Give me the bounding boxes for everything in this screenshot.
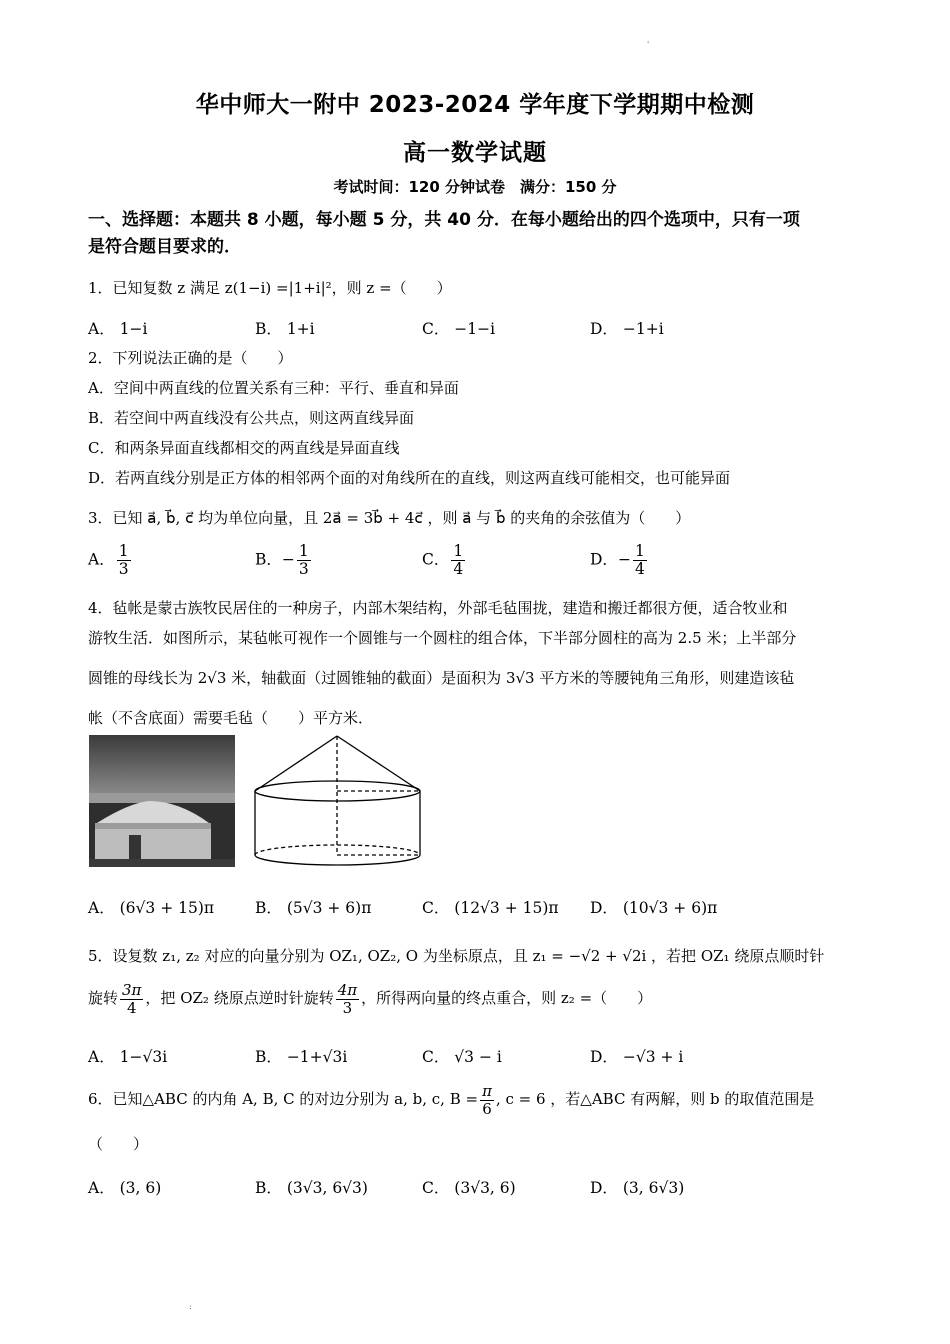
q2-option-a[interactable]: A．空间中两直线的位置关系有三种：平行、垂直和异面 [88, 379, 459, 397]
q5-line-2-part-b: ，把 OZ₂ 绕原点逆时针旋转 [145, 989, 334, 1007]
q3-option-b-den: 3 [298, 560, 309, 579]
scan-dot-bottom: : [189, 1302, 192, 1311]
q3-option-b[interactable] [255, 543, 313, 578]
q1-option-c[interactable]: C． −1−i [422, 320, 496, 338]
q3-option-b-sign: − [281, 550, 295, 569]
q3-option-c-num: 1 [453, 542, 464, 560]
exam-info: 考试时间：120 分钟试卷 满分：150 分 [333, 178, 617, 196]
q6-fraction-den: 6 [482, 1099, 492, 1118]
q5-fraction-2 [336, 982, 359, 1016]
q3-option-d-label: D． [590, 550, 618, 569]
q3-option-d-sign: − [617, 550, 631, 569]
q3-option-a-num: 1 [118, 542, 129, 560]
q6-line-1 [88, 1083, 814, 1117]
q5-fraction-1-num: 3π [122, 981, 142, 999]
q3-option-c-fraction [451, 543, 465, 578]
q3-option-a-fraction [117, 543, 131, 578]
q1-option-b[interactable]: B． 1+i [255, 320, 315, 338]
q5-line-1: 5．设复数 z₁, z₂ 对应的向量分别为 OZ₁, OZ₂, O 为坐标原点，且 z₁ = −√2 + √2i ，若把 OZ₁ 绕原点顺时针 [88, 947, 825, 965]
q4-line-2: 游牧生活．如图所示，某毡帐可视作一个圆锥与一个圆柱的组合体，下半部分圆柱的高为 2.5 米；上半部分 [88, 629, 797, 647]
q5-option-d[interactable]: D． −√3 + i [590, 1048, 684, 1066]
q3-option-c-den: 4 [453, 560, 464, 579]
q3-option-c-label: C． [422, 550, 450, 569]
q5-line-2-part-c: ，所得两向量的终点重合，则 z₂ =（ ） [361, 989, 653, 1007]
q1-option-a[interactable]: A． 1−i [88, 320, 148, 338]
school-title: 华中师大一附中 2023-2024 学年度下学期期中检测 [195, 92, 755, 118]
q6-option-d[interactable]: D． (3, 6√3) [590, 1179, 685, 1197]
q3-option-c[interactable] [422, 543, 467, 578]
q6-fraction [480, 1083, 494, 1117]
q5-option-a[interactable]: A． 1−√3i [88, 1048, 168, 1066]
q4-option-d[interactable]: D． (10√3 + 6)π [590, 899, 718, 917]
q6-fraction-num: π [482, 1082, 492, 1100]
q4-option-a[interactable]: A． (6√3 + 15)π [88, 899, 215, 917]
q6-option-c[interactable]: C． (3√3, 6) [422, 1179, 516, 1197]
q5-line-2-part-a: 旋转 [88, 989, 119, 1007]
q3-option-d-fraction [633, 543, 647, 578]
q4-option-c[interactable]: C． (12√3 + 15)π [422, 899, 559, 917]
q2-option-d[interactable]: D．若两直线分别是正方体的相邻两个面的对角线所在的直线，则这两直线可能相交，也可能异面 [88, 469, 731, 487]
q4-option-b[interactable]: B． (5√3 + 6)π [255, 899, 372, 917]
q1-option-d[interactable]: D． −1+i [590, 320, 664, 338]
q5-fraction-2-num: 4π [337, 981, 358, 999]
q5-option-c[interactable]: C． √3 − i [422, 1048, 502, 1066]
q3-option-b-fraction [297, 543, 311, 578]
q2-stem: 2．下列说法正确的是（ ） [88, 349, 293, 367]
q3-stem: 3．已知 a⃗, b⃗, c⃗ 均为单位向量，且 2a⃗ = 3b⃗ + 4c⃗ ，则 a⃗ 与 b⃗ 的夹角的余弦值为（ ） [88, 509, 691, 527]
cone-cylinder-diagram [250, 733, 425, 868]
q6-line-2: （ ） [88, 1135, 149, 1153]
q3-option-a-label: A． [88, 550, 115, 569]
section-heading-line2: 是符合题目要求的． [88, 237, 241, 257]
yurt-photo [89, 735, 235, 867]
q5-option-b[interactable]: B． −1+√3i [255, 1048, 348, 1066]
q3-option-b-label: B． [255, 550, 282, 569]
q2-option-b[interactable]: B．若空间中两直线没有公共点，则这两直线异面 [88, 409, 415, 427]
q5-line-2 [88, 982, 652, 1016]
q3-option-a-den: 3 [118, 560, 129, 579]
q6-line-1-part-b: , c = 6 ，若△ABC 有两解，则 b 的取值范围是 [495, 1090, 815, 1108]
section-heading-line1: 一、选择题：本题共 8 小题，每小题 5 分，共 40 分．在每小题给出的四个选项中，只有一项 [88, 210, 800, 230]
q6-line-1-part-a: 6．已知△ABC 的内角 A, B, C 的对边分别为 a, b, c, B = [88, 1090, 479, 1108]
q3-option-a[interactable] [88, 543, 133, 578]
q5-fraction-2-den: 3 [342, 998, 353, 1017]
q2-option-c[interactable]: C．和两条异面直线都相交的两直线是异面直线 [88, 439, 400, 457]
q4-line-4: 帐（不含底面）需要毛毡（ ）平方米． [88, 709, 374, 727]
q3-option-d-num: 1 [634, 542, 645, 560]
q6-option-b[interactable]: B． (3√3, 6√3) [255, 1179, 368, 1197]
q4-line-1: 4．毡帐是蒙古族牧民居住的一种房子，内部木架结构，外部毛毡围拢，建造和搬迁都很方便，适合牧业和 [88, 599, 788, 617]
section-heading [88, 207, 878, 261]
q5-fraction-1-den: 4 [126, 998, 137, 1017]
scan-dot: ' [647, 40, 650, 49]
q1-stem: 1．已知复数 z 满足 z(1−i) =|1+i|²，则 z =（ ） [88, 279, 452, 297]
q4-line-3: 圆锥的母线长为 2√3 米，轴截面（过圆锥轴的截面）是面积为 3√3 平方米的等腰钝角三角形，则建造该毡 [88, 669, 795, 687]
q3-option-d-den: 4 [634, 560, 645, 579]
q3-option-d[interactable] [590, 543, 649, 578]
q5-fraction-1 [120, 982, 143, 1016]
q6-option-a[interactable]: A． (3, 6) [88, 1179, 162, 1197]
subject-title: 高一数学试题 [403, 140, 547, 166]
q3-option-b-num: 1 [298, 542, 309, 560]
